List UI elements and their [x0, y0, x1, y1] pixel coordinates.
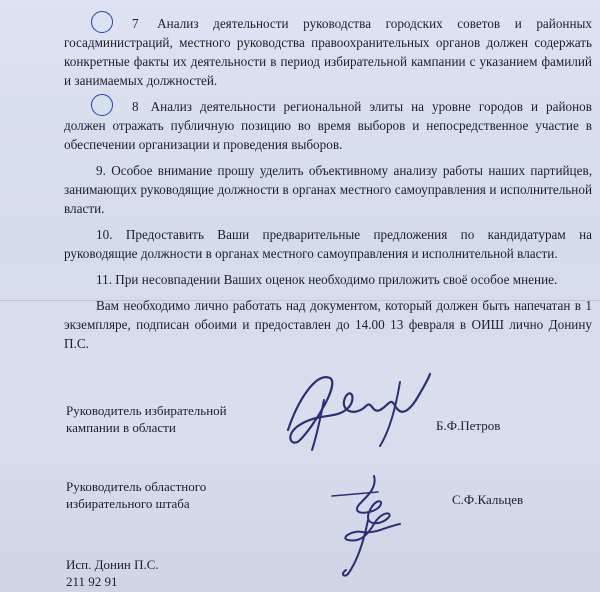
executor-phone: 211 92 91	[66, 574, 118, 589]
circled-number-7: 7	[96, 14, 143, 33]
paragraph-9: 9. Особое внимание прошу уделить объективному анализу работы наших партийцев, занимающих руководящие должности в органах местного самоуправления и исполнительной власти.	[64, 163, 592, 216]
second-signer-name: С.Ф.Кальцев	[452, 492, 524, 507]
paragraph-7	[64, 14, 592, 90]
paragraph-8	[64, 97, 592, 154]
first-handwritten-signature	[268, 360, 438, 455]
paragraph-10: 10. Предоставить Ваши предварительные предложения по кандидатурам на руководящие должности в органах местного самоуправления и исполнительной власти.	[64, 227, 592, 261]
paragraph-7-text: Анализ деятельности руководства городских советов и районных госадминистраций, местного руководства правоохранительных органов должен содержать конкретные факты их деятельности в период избирательной кампании с указанием фамилий и занимаемых должностей.	[64, 16, 592, 88]
first-signer-name: Б.Ф.Петров	[436, 418, 501, 433]
paragraph-11: 11. При несовпадении Ваших оценок необходимо приложить своё особое мнение.	[96, 272, 558, 287]
paragraph-12: Вам необходимо лично работать над документом, который должен быть напечатан в 1 экземпляре, подписан обоими и предоставлен до 14.00 13 февраля в ОИШ лично Донину П.С.	[64, 298, 592, 351]
executor-name: Исп. Донин П.С.	[66, 557, 159, 572]
paragraph-8-text: Анализ деятельности региональной элиты на уровне городов и районов должен отражать публичную позицию во время выборов и непосредственное участие в обеспечении организации и проведения выборов.	[64, 99, 592, 152]
second-handwritten-signature	[318, 470, 428, 580]
second-signer-title: Руководитель областного избирательного штаба	[66, 479, 207, 511]
circled-number-8: 8	[96, 97, 143, 116]
document-body	[64, 14, 592, 353]
first-signer-title: Руководитель избирательной кампании в области	[66, 403, 227, 435]
